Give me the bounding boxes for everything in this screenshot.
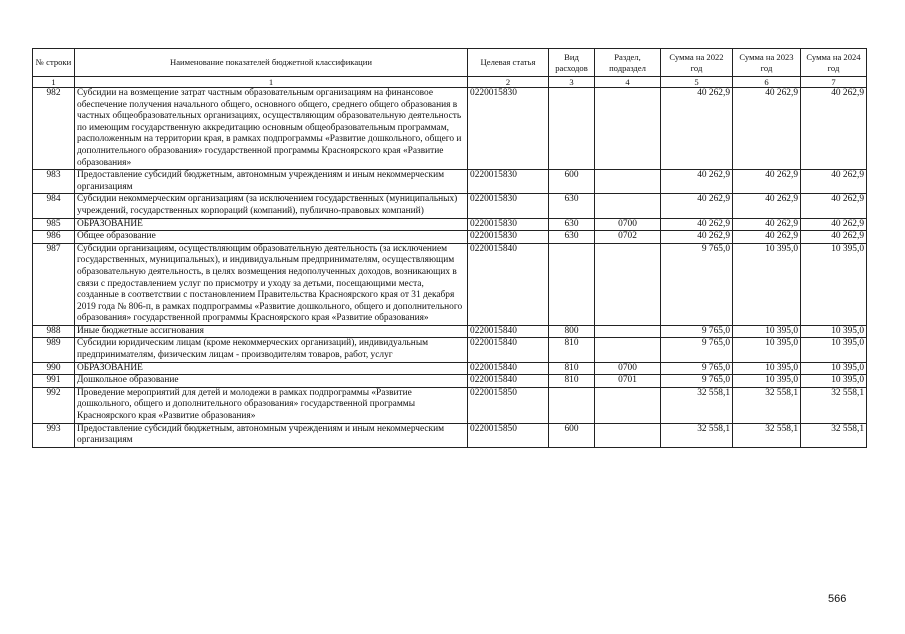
row-name: Общее образование xyxy=(75,231,468,244)
row-expense-type xyxy=(549,387,595,423)
row-section xyxy=(595,194,661,218)
row-target-article: 0220015830 xyxy=(468,170,549,194)
row-sum-2023: 40 262,9 xyxy=(733,88,801,170)
row-sum-2022: 32 558,1 xyxy=(661,423,733,447)
row-sum-2023: 40 262,9 xyxy=(733,231,801,244)
row-name: Субсидии юридическим лицам (кроме некоммерческих организаций), индивидуальным предпринимателям, физическим лицам - производителям товаров, работ, услуг xyxy=(75,338,468,362)
row-expense-type: 810 xyxy=(549,362,595,375)
row-number: 993 xyxy=(33,423,75,447)
row-section xyxy=(595,243,661,325)
header-expense-type: Вид расходов xyxy=(549,49,595,77)
row-sum-2022: 40 262,9 xyxy=(661,170,733,194)
header-row-number: № строки xyxy=(33,49,75,77)
row-expense-type: 600 xyxy=(549,423,595,447)
row-number: 992 xyxy=(33,387,75,423)
row-sum-2022: 40 262,9 xyxy=(661,218,733,231)
row-target-article: 0220015850 xyxy=(468,423,549,447)
row-number: 986 xyxy=(33,231,75,244)
row-sum-2022: 40 262,9 xyxy=(661,88,733,170)
row-section xyxy=(595,170,661,194)
row-number: 982 xyxy=(33,88,75,170)
row-target-article: 0220015830 xyxy=(468,194,549,218)
row-sum-2024: 40 262,9 xyxy=(801,194,867,218)
row-sum-2023: 32 558,1 xyxy=(733,423,801,447)
row-number: 985 xyxy=(33,218,75,231)
row-section: 0701 xyxy=(595,375,661,388)
column-number: 1 xyxy=(33,77,75,88)
table-row xyxy=(33,194,867,218)
row-sum-2022: 9 765,0 xyxy=(661,338,733,362)
row-target-article: 0220015840 xyxy=(468,375,549,388)
header-sum-2024: Сумма на 2024 год xyxy=(801,49,867,77)
row-expense-type: 600 xyxy=(549,170,595,194)
header-section: Раздел, подраздел xyxy=(595,49,661,77)
row-name: Иные бюджетные ассигнования xyxy=(75,325,468,338)
row-expense-type xyxy=(549,243,595,325)
row-expense-type: 630 xyxy=(549,231,595,244)
row-sum-2024: 40 262,9 xyxy=(801,88,867,170)
column-number: 6 xyxy=(733,77,801,88)
column-number: 3 xyxy=(549,77,595,88)
row-sum-2023: 10 395,0 xyxy=(733,362,801,375)
row-number: 989 xyxy=(33,338,75,362)
table-row xyxy=(33,338,867,362)
row-target-article: 0220015830 xyxy=(468,231,549,244)
row-expense-type: 810 xyxy=(549,375,595,388)
table-row xyxy=(33,218,867,231)
row-expense-type: 630 xyxy=(549,194,595,218)
table-row xyxy=(33,243,867,325)
column-number: 5 xyxy=(661,77,733,88)
row-number: 990 xyxy=(33,362,75,375)
row-section: 0700 xyxy=(595,362,661,375)
row-number: 987 xyxy=(33,243,75,325)
row-number: 984 xyxy=(33,194,75,218)
table-row xyxy=(33,325,867,338)
row-name: ОБРАЗОВАНИЕ xyxy=(75,218,468,231)
row-expense-type: 800 xyxy=(549,325,595,338)
row-sum-2024: 40 262,9 xyxy=(801,218,867,231)
row-name: Предоставление субсидий бюджетным, автономным учреждениям и иным некоммерческим организациям xyxy=(75,170,468,194)
row-target-article: 0220015830 xyxy=(468,88,549,170)
row-section xyxy=(595,338,661,362)
column-number: 2 xyxy=(468,77,549,88)
header-sum-2023: Сумма на 2023 год xyxy=(733,49,801,77)
row-section xyxy=(595,325,661,338)
table-row xyxy=(33,170,867,194)
row-section: 0700 xyxy=(595,218,661,231)
row-sum-2024: 10 395,0 xyxy=(801,362,867,375)
row-sum-2024: 10 395,0 xyxy=(801,243,867,325)
row-name: ОБРАЗОВАНИЕ xyxy=(75,362,468,375)
row-sum-2022: 40 262,9 xyxy=(661,194,733,218)
column-number: 7 xyxy=(801,77,867,88)
row-sum-2023: 40 262,9 xyxy=(733,170,801,194)
row-name: Субсидии на возмещение затрат частным образовательным организациям на финансовое обеспечение получения начального общего, основного общего, среднего общего образования в частных общеобразовательных организациях, осуществляющим образовательную деятельность по имеющим государственную аккредитацию основным общеобразовательным программам, расположенным на территории края, в рамках подпрограммы «Развитие дошкольного, общего и дополнительного образования» государственной программы Красноярского края «Развитие образования» xyxy=(75,88,468,170)
table-row xyxy=(33,423,867,447)
column-number-row xyxy=(33,77,867,88)
table-row xyxy=(33,231,867,244)
header-sum-2022: Сумма на 2022 год xyxy=(661,49,733,77)
row-sum-2023: 10 395,0 xyxy=(733,243,801,325)
row-sum-2023: 10 395,0 xyxy=(733,325,801,338)
row-expense-type xyxy=(549,88,595,170)
row-number: 983 xyxy=(33,170,75,194)
column-number: 1 xyxy=(75,77,468,88)
row-number: 988 xyxy=(33,325,75,338)
header-target-article: Целевая статья xyxy=(468,49,549,77)
row-section xyxy=(595,88,661,170)
row-sum-2023: 40 262,9 xyxy=(733,218,801,231)
row-number: 991 xyxy=(33,375,75,388)
row-sum-2023: 32 558,1 xyxy=(733,387,801,423)
table-row xyxy=(33,387,867,423)
row-sum-2023: 10 395,0 xyxy=(733,375,801,388)
row-target-article: 0220015840 xyxy=(468,243,549,325)
row-sum-2024: 10 395,0 xyxy=(801,338,867,362)
row-sum-2024: 40 262,9 xyxy=(801,231,867,244)
row-expense-type: 630 xyxy=(549,218,595,231)
row-target-article: 0220015830 xyxy=(468,218,549,231)
row-sum-2024: 10 395,0 xyxy=(801,325,867,338)
table-row xyxy=(33,88,867,170)
page-number: 566 xyxy=(828,593,847,605)
row-section xyxy=(595,387,661,423)
row-target-article: 0220015850 xyxy=(468,387,549,423)
table-header-row xyxy=(33,49,867,77)
row-name: Предоставление субсидий бюджетным, автономным учреждениям и иным некоммерческим организациям xyxy=(75,423,468,447)
budget-table xyxy=(32,48,867,448)
row-sum-2024: 10 395,0 xyxy=(801,375,867,388)
row-name: Субсидии организациям, осуществляющим образовательную деятельность (за исключением государственных, муниципальных), и индивидуальным предпринимателям, осуществляющим образовательную деятельность, в целях возмещения недополученных доходов, возникающих в связи с предоставлением услуг по присмотру и уходу за детьми, посещающими места, созданные в соответствии с постановлением Правительства Красноярского края от 31 декабря 2019 года № 806-п, в рамках подпрограммы «Развитие дошкольного, общего и дополнительного образования» государственной программы Красноярского края «Развитие образования» xyxy=(75,243,468,325)
row-expense-type: 810 xyxy=(549,338,595,362)
row-sum-2024: 32 558,1 xyxy=(801,423,867,447)
table-row xyxy=(33,362,867,375)
row-sum-2022: 9 765,0 xyxy=(661,325,733,338)
row-sum-2022: 9 765,0 xyxy=(661,362,733,375)
row-section: 0702 xyxy=(595,231,661,244)
row-sum-2022: 32 558,1 xyxy=(661,387,733,423)
row-sum-2024: 40 262,9 xyxy=(801,170,867,194)
row-target-article: 0220015840 xyxy=(468,362,549,375)
row-target-article: 0220015840 xyxy=(468,325,549,338)
row-sum-2022: 9 765,0 xyxy=(661,243,733,325)
row-section xyxy=(595,423,661,447)
row-sum-2022: 9 765,0 xyxy=(661,375,733,388)
row-name: Субсидии некоммерческим организациям (за исключением государственных (муниципальных) учреждений, государственных корпораций (компаний), публично-правовых компаний) xyxy=(75,194,468,218)
row-sum-2024: 32 558,1 xyxy=(801,387,867,423)
column-number: 4 xyxy=(595,77,661,88)
row-name: Проведение мероприятий для детей и молодежи в рамках подпрограммы «Развитие дошкольного, общего и дополнительного образования» государственной программы Красноярского края «Развитие образования» xyxy=(75,387,468,423)
row-sum-2023: 40 262,9 xyxy=(733,194,801,218)
row-name: Дошкольное образование xyxy=(75,375,468,388)
header-name: Наименование показателей бюджетной классификации xyxy=(75,49,468,77)
row-sum-2022: 40 262,9 xyxy=(661,231,733,244)
table-row xyxy=(33,375,867,388)
row-sum-2023: 10 395,0 xyxy=(733,338,801,362)
row-target-article: 0220015840 xyxy=(468,338,549,362)
